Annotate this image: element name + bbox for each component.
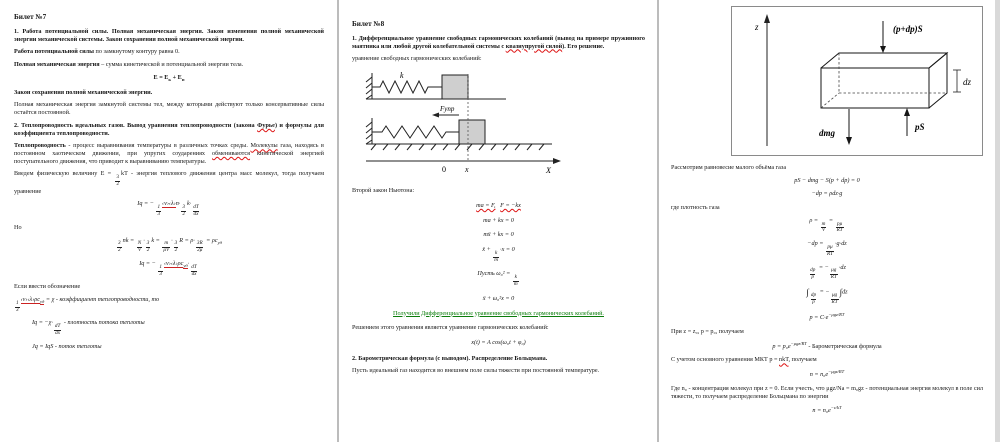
fraction [158,265,163,278]
formula-part: Е = Е [153,73,169,81]
subscript: уд [39,299,45,305]
weight-label: dmg [819,128,836,138]
formula-part: · [143,236,145,244]
numerator: 3 [182,204,185,211]
denominator: 2μ [197,247,203,254]
denominator: 2 [116,180,120,187]
fraction [15,301,20,314]
page-billet-7 [0,0,337,442]
denominator: 2 [174,247,178,254]
text: по замкнутому контуру равна 0. [94,48,180,56]
fraction [810,293,817,306]
fraction [831,293,839,306]
formula-part: nk = [122,236,136,244]
text: – сумма кинетической и потенциальной энергии тела. [99,61,244,69]
text: 2. Теплопроводность идеальных газов. Вывод уравнения теплопроводности (закона [14,121,258,129]
numerator: μg [831,267,837,274]
exponent: −μgz/RT [828,312,845,318]
denominator: 3 [159,270,162,277]
fraction [821,222,827,235]
formula-integral [671,287,983,306]
spring-constant-label: k [400,71,404,81]
spellcheck-word: nkT [779,356,789,364]
formula-part: · [171,236,173,244]
exponent: −μgz/RT [790,340,807,346]
denominator: m [513,281,518,288]
numerator: 1 [157,204,161,211]
text: - процесс выравнивания температуры в различных точках среды. [65,142,251,150]
corrected-part: ‹v›‹λ›ρс [163,259,184,267]
boundary-condition: При z = z₀, p = p₀, получаем [671,327,744,335]
formula-part: ẍ + [482,246,493,254]
denominator: 3 [16,306,19,313]
formula-part: Jq = IqS [32,342,54,350]
numerator: pμ [827,244,833,251]
term-work: Работа потенциальной силы [14,48,94,56]
formula-part: = [827,216,835,224]
formula-part: = χ - коэффициент теплопроводности, то [44,296,160,304]
integral-sign: ∫ [839,287,843,298]
formula-part: ρ = [809,216,820,224]
denominator: RT [826,250,833,257]
gas-volume-diagram [731,6,983,156]
spellcheck-word: Молекулы [250,142,278,150]
text: ) и формулы для коэффициента теплопроводности. [14,121,324,137]
numerator: dT [193,204,199,211]
fraction [117,241,122,254]
denominator: 2 [118,247,121,254]
formula-part: - плотность потока теплоты [62,319,145,327]
formula-heat-flux-1 [14,200,324,217]
fraction [493,251,499,264]
denominator: dx [55,329,61,336]
fraction [826,245,834,258]
formula-part: ·dz [838,263,846,271]
formula-part: = ρс [204,236,218,244]
formula-caption: - Барометрическая формула [806,342,882,350]
conclusion-line: Получили Дифференциальное уравнение свободных гармонических колебаний. [393,309,604,317]
axis-arrowhead-icon [553,158,561,164]
formula-xdd-km [352,246,645,263]
fraction [836,222,844,235]
formula-heat-capacity-chain [14,237,324,254]
text: Введем физическую величину Е = [14,170,115,178]
question2-heading: 2. Барометрическая формула (с выводом). Распределение Больцмана. [352,354,548,362]
formula-dp: −dp = ρdz·g [811,190,843,198]
fraction [513,275,519,288]
numerator: m [164,240,169,247]
formula-part: · [187,259,190,267]
numerator: k [495,249,498,256]
spring-mass-diagram [356,68,566,178]
formula-general-solution [671,312,983,322]
formula-omega-def [352,270,645,287]
formula-separated [671,264,983,281]
denominator: p [811,274,814,281]
note-label: Если ввести обозначение [14,283,81,291]
numerator: dp [810,267,816,274]
formula-solution: x(t) = A cos(ω₀t + φ₀) [471,338,526,346]
fraction [137,241,142,254]
integral-sign: ∫ [806,287,809,298]
numerator: 3 [116,174,120,181]
denominator: V [821,227,826,234]
formula-part: ·g·dz [835,240,847,248]
question1-heading [352,35,645,50]
numerator: 1 [16,299,19,306]
fraction [115,175,120,188]
formula-part: = − [818,288,830,296]
formula-part: −dp = [807,240,825,248]
denominator: V [137,247,142,254]
equilibrium-intro: Рассмотрим равновесие малого объёма газа [671,164,787,171]
formula-part: k = [151,236,162,244]
formula-part: ·x = 0 [500,246,515,254]
formula-boltzmann [671,405,983,415]
fraction [830,268,838,281]
force-arrowhead-icon [432,113,439,118]
z-axis-label: z [755,22,759,32]
numerator: 3 [118,240,121,247]
text: кинетической энергией поступательного движения, что приводит к выравниванию температуры. [14,150,324,165]
subscript: п [181,77,185,83]
connector-no: Но [14,223,22,231]
formula-part: - поток теплоты [53,342,102,350]
numerator: pμ [837,220,843,227]
spellcheck-word: Фурье [257,121,275,129]
spellcheck-word: обмениваются [212,150,251,157]
displacement-label: x [465,165,469,175]
numerator: k [514,274,517,281]
text: 1. Дифференциальное уравнение свободных гармонических колебаний (вывод на примере пружинного маятника или любой другой колебательной системы с [352,35,645,50]
formula-part: dz [842,288,848,296]
text: , получаем [788,356,817,364]
text: С учетом основного уравнения МКТ p = [671,356,779,364]
fraction [190,265,197,278]
fraction [162,241,170,254]
numerator: N [137,240,142,247]
formula-balance: pS − dmg − S(p + dp) = 0 [794,176,860,184]
text: газа, находясь в постоянном хаотическом движении, при упругих соударениях [14,142,324,157]
numerator: dT [54,323,61,330]
boltzmann-note: Где n₀ - концентрация молекул при z = 0. Если учесть, что μgz/Nа = m₀gz - потенциальная энергия молекул в поле сил тяжести, то получаем распределение Больцмана по энергии [671,384,983,400]
denominator: 3 [157,211,161,218]
newton-law-label: Второй закон Ньютона: [352,187,415,195]
fraction [174,241,179,254]
conductivity-definition [14,142,324,165]
denominator: μV [163,247,170,254]
formula-part: Iq = −χ· [32,319,53,327]
origin-label: 0 [442,165,446,175]
numerator: 3 [146,240,150,247]
numerator: μg [831,292,838,299]
oscillation-intro: уравнение свободных гармонических колебаний: [352,55,482,63]
denominator: m [494,256,499,263]
formula-part: R = ρ· [179,236,195,244]
solution-intro: Решением этого уравнения является уравнение гармонических колебаний: [352,324,549,332]
right-margin-strip [995,0,1000,442]
formula-part: n = n₀e [812,407,831,415]
formula-part: p = p₀e [772,342,791,350]
formula-concentration [671,369,983,379]
fraction [54,324,61,337]
formula-part: Iq = − [139,259,158,267]
denominator: 2 [182,211,185,218]
fraction [809,268,816,281]
subscript: к [168,77,172,83]
formula-part: ma = F, [476,201,496,209]
spellcheck-word: квазиупругой силой [505,42,563,50]
top-assembly [366,73,506,99]
formula-part: Пусть ω₀² = [477,270,512,278]
axis-label: X [546,166,551,176]
page1-title: Билет №7 [14,13,47,21]
numerator: 3R [196,240,203,247]
formula-ma-kx: ma + kx = 0 [483,216,514,224]
denominator: p [812,299,815,306]
exponent: −ε/kT [830,405,842,411]
formula-part: p = C·e [809,314,829,322]
dz-label: dz [963,77,972,87]
page-billet-8 [339,0,657,442]
exponent: −μgz/RT [828,369,845,375]
bottom-pressure-label: pS [915,122,925,132]
work-definition [14,48,324,56]
numerator: 1 [159,263,162,270]
bottom-assembly [366,115,552,150]
formula-part: = − [817,263,829,271]
numerator: dp [810,292,817,299]
figure-frame [732,7,983,156]
formula-part: Iq = − [137,200,156,208]
fraction [156,205,161,218]
formula-heat-flow [32,343,324,351]
text: ). Его решение. [562,42,605,50]
subscript: уд [183,263,188,269]
spring-mass-diagram-wrap [356,68,645,183]
formula-fourier-law [32,319,324,336]
formula-part: F = −kx [500,201,521,209]
question2-heading [14,122,324,137]
energy-definition [14,61,324,69]
numerator: dT [191,263,197,270]
corrected-part: ‹v›‹λ› [162,200,176,208]
formula-part: n = n₀e [809,371,829,379]
numerator: 3 [174,240,178,247]
top-pressure-label: (p+dp)S [893,24,923,34]
gas-volume-diagram-wrap [671,6,983,161]
denominator: dx [193,211,199,218]
conservation-heading: Закон сохранения полной механической энергии. [14,88,153,96]
formula-chi-definition [14,296,324,313]
formula-part: n· [175,200,181,208]
page-billet-8-continued [659,0,995,442]
fraction [181,205,186,218]
fraction [196,241,204,254]
denominator: RT [836,227,843,234]
formula-heat-flux-2 [14,260,324,277]
intro-quantity [14,170,324,195]
numerator: m [821,220,826,227]
formula-mxdd-kx: mẍ + kx = 0 [483,231,514,239]
denominator: dx [191,270,197,277]
fraction [192,205,199,218]
formula-total-energy [14,74,324,83]
restoring-force-label: Fупр [440,105,455,114]
formula-barometric [671,341,983,351]
term-energy: Полная механическая энергия [14,61,100,69]
density-intro: где плотность газа [671,204,720,212]
corrected-part: ‹v›‹λ›ρс [20,296,40,304]
formula-density [671,217,983,234]
question1-heading: 1. Работа потенциальной силы. Полная механическая энергия. Закон изменения полной механической энергии механической системы. Закон сохранения полной механической энергии. [14,28,324,43]
formula-dp-expanded [671,240,983,257]
barometric-intro: Пусть идеальный газ находится во внешнем поле силы тяжести при постоянной температуре. [352,367,600,375]
text: kT - энергия теплового движения центра масс молекул, тогда получаем уравнение [14,170,325,195]
formula-part: k· [186,200,192,208]
formula-harmonic-eq: ẍ + ω₀²x = 0 [482,294,515,302]
term-conductivity: Теплопроводность [14,142,66,150]
denominator: RT [830,274,837,281]
mkt-note [671,356,983,364]
denominator: 2 [146,247,150,254]
formula-newton [352,202,645,210]
conservation-text: Полная механическая энергия замкнутой системы тел, между которыми действуют только консервативные силы остаётся постоянной. [14,101,324,117]
fraction [146,241,151,254]
page2-title: Билет №8 [352,20,385,28]
formula-part: + Е [171,73,182,81]
subscript: уд [217,239,222,245]
denominator: RT [831,299,838,306]
